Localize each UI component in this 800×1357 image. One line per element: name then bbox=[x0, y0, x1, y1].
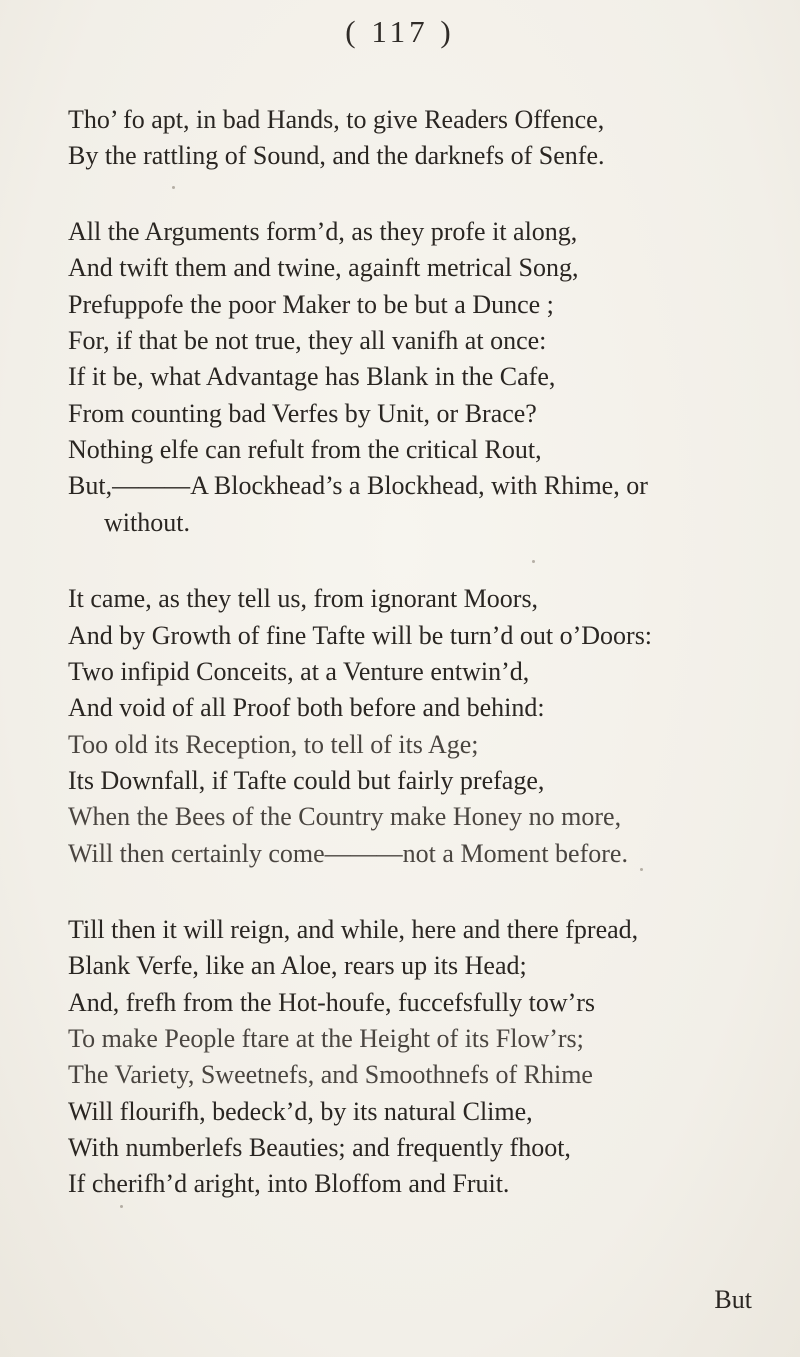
poem-line: And by Growth of fine Tafte will be turn’d out o’Doors: bbox=[68, 621, 653, 650]
poem-line: Its Downfall, if Tafte could but fairly prefage, bbox=[68, 766, 545, 795]
poem-line: Till then it will reign, and while, here and there fpread, bbox=[68, 915, 639, 944]
poem-line: If it be, what Advantage has Blank in the Cafe, bbox=[68, 362, 556, 391]
poem-line: Two infipid Conceits, at a Venture entwin’d, bbox=[68, 657, 530, 686]
poem-line: And twift them and twine, againft metrical Song, bbox=[68, 253, 579, 282]
poem-line: With numberlefs Beauties; and frequently fhoot, bbox=[68, 1133, 571, 1162]
poem-line: But,———A Blockhead’s a Blockhead, with Rhime, or bbox=[68, 471, 648, 500]
poem-line: It came, as they tell us, from ignorant Moors, bbox=[68, 584, 539, 613]
poem-line: When the Bees of the Country make Honey no more, bbox=[68, 802, 622, 831]
poem-line: The Variety, Sweetnefs, and Smoothnefs of Rhime bbox=[68, 1060, 593, 1089]
poem-line: Blank Verfe, like an Aloe, rears up its Head; bbox=[68, 951, 527, 980]
poem-line: Too old its Reception, to tell of its Age; bbox=[68, 730, 479, 759]
poem-line-continuation: without. bbox=[104, 508, 190, 537]
poem-line: Tho’ fo apt, in bad Hands, to give Readers Offence, bbox=[68, 105, 605, 134]
paper-speck bbox=[172, 186, 175, 189]
paper-speck bbox=[120, 1205, 123, 1208]
paper-speck bbox=[532, 560, 535, 563]
paper-speck bbox=[640, 868, 643, 871]
poem-line: All the Arguments form’d, as they profe it along, bbox=[68, 217, 578, 246]
poem-line: And void of all Proof both before and behind: bbox=[68, 693, 545, 722]
page-number: ( 117 ) bbox=[345, 14, 455, 49]
poem-line: To make People ftare at the Height of its Flow’rs; bbox=[68, 1024, 584, 1053]
poem-line: Nothing elfe can refult from the critical Rout, bbox=[68, 435, 542, 464]
poem-line: For, if that be not true, they all vanifh at once: bbox=[68, 326, 547, 355]
poem-line: From counting bad Verfes by Unit, or Brace? bbox=[68, 399, 537, 428]
poem-line: By the rattling of Sound, and the darknefs of Senfe. bbox=[68, 141, 605, 170]
poem-line: And, frefh from the Hot-houfe, fuccefsfully tow’rs bbox=[68, 988, 596, 1017]
poem-line: Prefuppofe the poor Maker to be but a Dunce ; bbox=[68, 290, 554, 319]
poem-line: Will flourifh, bedeck’d, by its natural Clime, bbox=[68, 1097, 533, 1126]
catchword: But bbox=[714, 1285, 752, 1314]
poem-line: If cherifh’d aright, into Bloffom and Fruit. bbox=[68, 1169, 510, 1198]
poem-line: Will then certainly come———not a Moment before. bbox=[68, 839, 628, 868]
